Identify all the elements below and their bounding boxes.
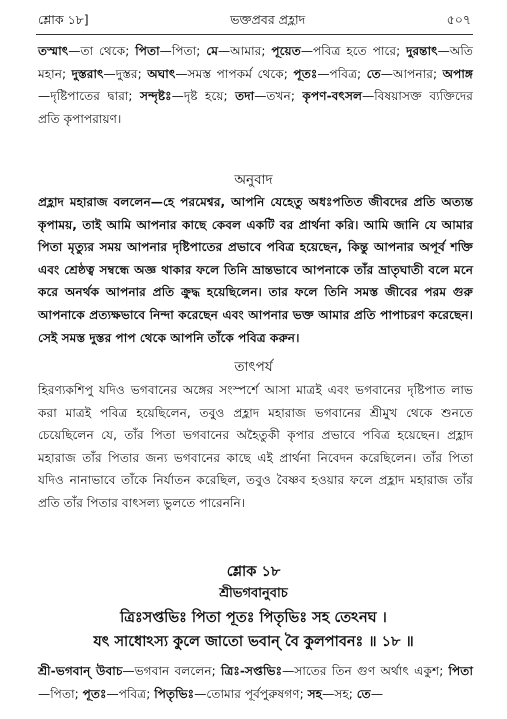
translation-heading: অনুবাদ (234, 172, 273, 188)
header-rule (36, 34, 473, 35)
synonym-word: শ্রী-ভগবান্‌ উবাচ (38, 664, 123, 678)
synonym-meaning: —তখন; (254, 89, 303, 104)
synonym-meaning: —আমার; (217, 44, 272, 58)
synonym-meaning: —দৃষ্ট হয়ে; (171, 89, 236, 104)
synonym-meaning: —পিতা; (38, 686, 83, 701)
synonym-word: তে (356, 686, 371, 701)
synonym-meaning: —ভগবান বললেন; (122, 664, 221, 678)
synonym-word: তদা (235, 89, 255, 104)
synonym-word: পিতা (135, 44, 160, 58)
synonym-meaning: —সমস্ত পাপকর্ম থেকে; (175, 66, 294, 81)
verse-number: শ্লোক ১৮ (226, 564, 281, 580)
synonym-word: সন্দৃষ্টঃ (140, 89, 172, 104)
synonym-word: পূতঃ (293, 66, 318, 81)
synonym-meaning: —অতি মহান; (38, 44, 473, 81)
page-header (38, 12, 471, 32)
synonym-word: ত্রিঃ-সপ্তভিঃ (220, 664, 283, 678)
synonym-meaning: — (370, 686, 383, 701)
synonym-word: অপাঙ্গ (442, 66, 474, 81)
page-number: ৫০৭ (446, 12, 471, 27)
synonym-word: দুরন্তাৎ (406, 44, 438, 58)
synonym-meaning: —পিতা; (159, 44, 207, 58)
running-title: ভক্তপ্রবর প্রহ্লাদ (230, 12, 306, 27)
synonym-meaning: —দৃষ্টিপাতের দ্বারা; (38, 89, 141, 104)
synonym-word: তে (366, 66, 381, 81)
synonym-meaning: —তোমার পূর্বপুরুষগণ; (194, 686, 308, 701)
verse-speaker: শ্রীভগবানুবাচ (219, 586, 288, 601)
purport-text: হিরণ্যকশিপু যদিও ভগবানের অঙ্গের সংস্পর্শে আসা মাত্রই এবং ভগবানের দৃষ্টিপাত লাভ করা মাত্রই পবিত্র হয়েছিলেন, তবুও প্রহ্লাদ মহারাজ ভগবানের শ্রীমুখ থেকে শুনতে চেয়েছিলেন যে, তাঁর পিতা ভগবানের অহৈতুকী কৃপার প্রভাবে পবিত্র হয়েছেন। প্রহ্লাদ মহারাজ তাঁর পিতার জন্য ভগবানের কাছে এই প্রার্থনা নিবেদন করেছিলেন। তাঁর পিতা যদিও নানাভাবে তাঁকে নির্যাতন করেছিল, তবুও বৈষ্ণব হওয়ার ফলে প্রহ্লাদ মহারাজ তাঁর প্রতি তাঁর পিতার বাৎসল্য ভুলতে পারেননি। (38, 383, 473, 510)
synonym-word: পূতঃ (82, 686, 107, 701)
synonym-word: পূয়েত (271, 44, 301, 58)
synonym-meaning: —পবিত্র হতে পারে; (300, 44, 407, 58)
synonym-word: দুস্তরাৎ (71, 66, 104, 81)
synonyms-top (38, 40, 473, 130)
synonyms-paragraph (38, 40, 473, 130)
translation-block (38, 191, 473, 349)
synonym-word: তস্মাৎ (38, 44, 69, 58)
synonyms-paragraph (38, 660, 473, 705)
synonym-meaning: —সহ; (322, 686, 357, 701)
synonym-meaning: —পবিত্র; (317, 66, 367, 81)
synonym-meaning: —আপনার; (380, 66, 443, 81)
purport-block (38, 379, 473, 515)
purport-heading: তাৎপর্য (234, 359, 273, 375)
synonym-word: পিতা (448, 664, 473, 678)
synonyms-bottom (38, 660, 473, 705)
synonym-word: অঘাৎ (147, 66, 176, 81)
verse-line-2: যৎ সাধোঽস্য কুলে জাতো ভবান্‌ বৈ কুলপাবনঃ ॥ ১৮ ॥ (93, 634, 414, 650)
translation-text: প্রহ্লাদ মহারাজ বললেন—হে পরমেশ্বর, আপনি যেহেতু অধঃপতিত জীবদের প্রতি অত্যন্ত কৃপাময়, তাই আমি আপনার কাছে কেবল একটি বর প্রার্থনা করি। আমি জানি যে আমার পিতা মৃত্যুর সময় আপনার দৃষ্টিপাতের প্রভাবে পবিত্র হয়েছেন, কিন্তু আপনার অপূর্ব শক্তি এবং শ্রেষ্ঠত্ব সম্বন্ধে অজ্ঞ থাকার ফলে তিনি ভ্রান্তভাবে আপনাকে তাঁর ভ্রাতৃঘাতী বলে মনে করে অনর্থক আপনার প্রতি ক্রুদ্ধ হয়েছিলেন। তার ফলে তিনি সমস্ত জীবের পরম গুরু আপনাকে প্রত্যক্ষভাবে নিন্দা করেছেন এবং আপনার ভক্ত আমার প্রতি পাপাচরণ করেছেন। সেই সমস্ত দুস্তর পাপ থেকে আপনি তাঁকে পবিত্র করুন। (38, 195, 473, 345)
synonym-meaning: —দুস্তর; (103, 66, 148, 81)
synonym-meaning: —সাতের তিন গুণ অর্থাৎ একুশ; (282, 664, 449, 678)
verse-line-1: ত্রিঃসপ্তভিঃ পিতা পূতঃ পিতৃভিঃ সহ তেঽনঘ । (120, 610, 387, 626)
synonym-meaning: —তা থেকে; (68, 44, 136, 58)
synonym-word: মে (206, 44, 218, 58)
synonym-word: পিতৃভিঃ (154, 686, 195, 701)
synonym-word: সহ (307, 686, 323, 701)
synonym-meaning: —বিষয়াসক্ত ব্যক্তিদের প্রতি কৃপাপরায়ণ। (38, 89, 473, 126)
chapter-verse-ref: শ্লোক ১৮] (38, 12, 89, 27)
synonym-meaning: —পবিত্র; (106, 686, 155, 701)
synonym-word: কৃপণ-বৎসল (302, 89, 363, 104)
